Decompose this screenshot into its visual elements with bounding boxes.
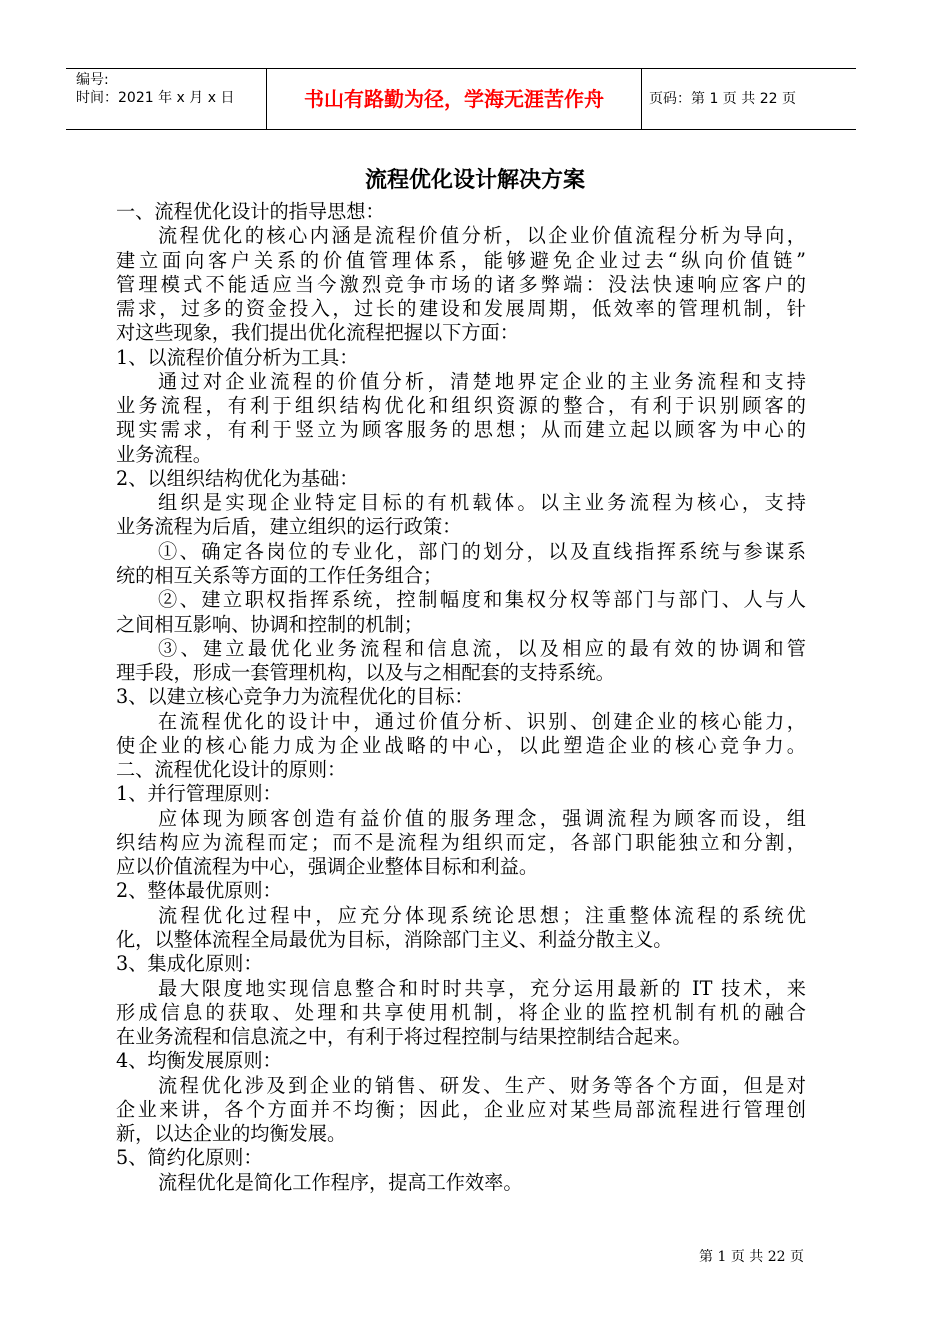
text-line: 1、以流程价值分析为工具： — [116, 345, 359, 369]
text-line: 化，以整体流程全局最优为目标，消除部门主义、利益分散主义。 — [116, 927, 673, 951]
text-line: 组织是实现企业特定目标的有机载体。以主业务流程为核心，支持 — [158, 491, 806, 515]
header-motto: 书山有路勤为径，学海无涯苦作舟 — [304, 87, 604, 111]
header-table — [66, 68, 856, 130]
text-line: 企业来讲，各个方面并不均衡；因此，企业应对某些局部流程进行管理创 — [116, 1097, 806, 1121]
text-line: 使企业的核心能力成为企业战略的中心，以此塑造企业的核心竞争力。 — [116, 733, 806, 757]
text-line: 业务流程，有利于组织结构优化和组织资源的整合，有利于识别顾客的 — [116, 394, 806, 418]
text-line: 统的相互关系等方面的工作任务组合； — [116, 563, 443, 587]
text-line: 3、以建立核心竞争力为流程优化的目标： — [116, 685, 474, 709]
text-line: 流程优化的核心内涵是流程价值分析，以企业价值流程分析为导向， — [158, 224, 806, 248]
text-line: 在流程优化的设计中，通过价值分析、识别、创建企业的核心能力， — [158, 709, 806, 733]
document-title: 流程优化设计解决方案 — [364, 168, 585, 193]
text-line: 应体现为顾客创造有益价值的服务理念，强调流程为顾客而设，组 — [158, 806, 806, 830]
text-line: 5、简约化原则： — [116, 1146, 263, 1170]
header-left-cell — [66, 69, 266, 129]
header-center-cell — [266, 69, 642, 129]
text-line: 二、流程优化设计的原则： — [116, 758, 347, 782]
text-line: 1、并行管理原则： — [116, 782, 282, 806]
text-line: 流程优化涉及到企业的销售、研发、生产、财务等各个方面，但是对 — [158, 1073, 806, 1097]
text-line: 形成信息的获取、处理和共享使用机制，将企业的监控机制有机的融合 — [116, 1000, 806, 1024]
text-line: ①、确定各岗位的专业化，部门的划分，以及直线指挥系统与参谋系 — [158, 539, 806, 563]
text-line: 业务流程为后盾，建立组织的运行政策： — [116, 515, 462, 539]
text-line: 建立面向客户关系的价值管理体系，能够避免企业过去“纵向价值链” — [116, 248, 806, 272]
page-footer: 第 1 页 共 22 页 — [699, 1249, 804, 1265]
document-time-label: 时间：2021 年 x 月 x 日 — [76, 90, 235, 106]
text-line: 织结构应为流程而定；而不是流程为组织而定，各部门职能独立和分割， — [116, 830, 806, 854]
text-line: 对这些现象，我们提出优化流程把握以下方面： — [116, 321, 519, 345]
text-line: 4、均衡发展原则： — [116, 1049, 282, 1073]
text-line: 新，以达企业的均衡发展。 — [116, 1122, 347, 1146]
text-line: 流程优化是简化工作程序，提高工作效率。 — [158, 1170, 523, 1194]
header-right-cell — [641, 69, 856, 129]
text-line: 3、集成化原则： — [116, 952, 263, 976]
document-body — [116, 200, 806, 1195]
text-line: 之间相互影响、协调和控制的机制； — [116, 612, 423, 636]
text-line: 2、以组织结构优化为基础： — [116, 466, 359, 490]
text-line: 通过对企业流程的价值分析，清楚地界定企业的主业务流程和支持 — [158, 369, 806, 393]
text-line: 应以价值流程为中心，强调企业整体目标和利益。 — [116, 855, 539, 879]
text-line: 现实需求，有利于竖立为顾客服务的思想；从而建立起以顾客为中心的 — [116, 418, 806, 442]
header-page-info: 页码：第 1 页 共 22 页 — [649, 91, 796, 107]
text-line: 一、流程优化设计的指导思想： — [116, 200, 385, 223]
text-line: 在业务流程和信息流之中，有利于将过程控制与结果控制结合起来。 — [116, 1025, 692, 1049]
document-number-label: 编号: — [76, 72, 109, 88]
text-line: 最大限度地实现信息整合和时时共享，充分运用最新的 IT 技术，来 — [158, 976, 806, 1000]
text-line: ②、建立职权指挥系统，控制幅度和集权分权等部门与部门、人与人 — [158, 588, 806, 612]
text-line: 流程优化过程中，应充分体现系统论思想；注重整体流程的系统优 — [158, 903, 806, 927]
text-line: 业务流程。 — [116, 442, 212, 466]
text-line: ③、建立最优化业务流程和信息流，以及相应的最有效的协调和管 — [158, 636, 806, 660]
text-line: 2、整体最优原则： — [116, 879, 282, 903]
text-line: 需求，过多的资金投入，过长的建设和发展周期，低效率的管理机制，针 — [116, 297, 806, 321]
text-line: 管理模式不能适应当今激烈竞争市场的诸多弊端：没法快速响应客户的 — [116, 272, 806, 296]
text-line: 理手段，形成一套管理机构，以及与之相配套的支持系统。 — [116, 661, 615, 685]
